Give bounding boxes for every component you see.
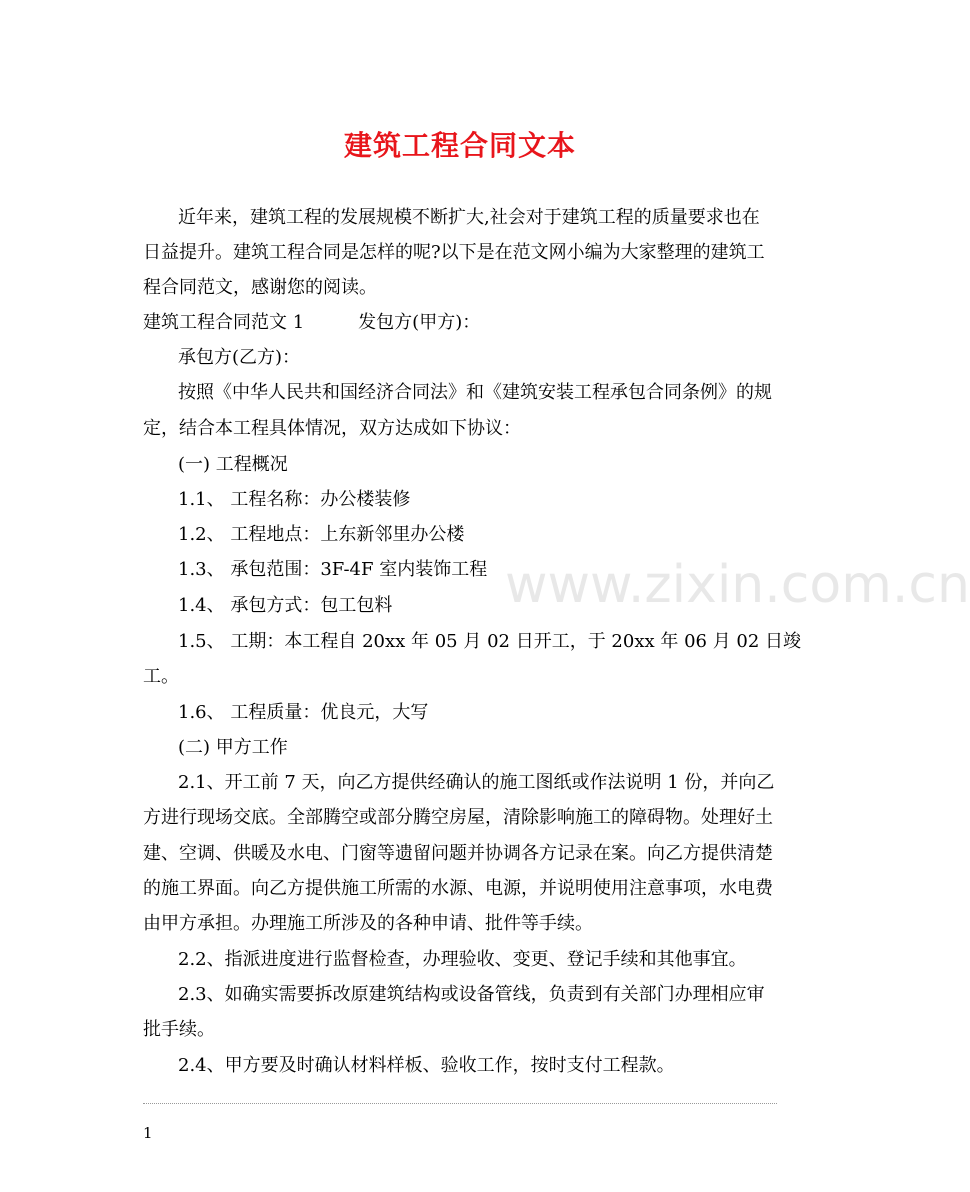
watermark: www.zixin.com.cn [505, 555, 970, 615]
item-1-6: 1.6、 工程质量：优良元，大写 [178, 702, 429, 723]
document-title: 建筑工程合同文本 [343, 129, 576, 162]
intro-line-3: 程合同范文，感谢您的阅读。 [143, 277, 377, 298]
footer-divider [143, 1103, 777, 1104]
sample-heading: 建筑工程合同范文 1 发包方(甲方)： [143, 312, 481, 333]
item-2-4: 2.4、甲方要及时确认材料样板、验收工作，按时支付工程款。 [178, 1055, 675, 1076]
item-1-2: 1.2、 工程地点：上东新邻里办公楼 [178, 524, 465, 545]
item-1-1: 1.1、 工程名称：办公楼装修 [178, 489, 411, 510]
item-1-5-line-2: 工。 [143, 666, 179, 687]
item-2-1-line-1: 2.1、开工前 7 天，向乙方提供经确认的施工图纸或作法说明 1 份，并向乙 [178, 772, 775, 793]
page-number: 1 [143, 1124, 153, 1142]
item-1-4: 1.4、 承包方式：包工包料 [178, 595, 393, 616]
party-b-label: 承包方(乙方)： [178, 347, 301, 368]
item-2-3-line-1: 2.3、如确实需要拆改原建筑结构或设备管线，负责到有关部门办理相应审 [178, 984, 765, 1005]
item-2-1-line-5: 由甲方承担。办理施工所涉及的各种申请、批件等手续。 [143, 913, 593, 934]
section-2-heading: (二) 甲方工作 [178, 737, 288, 758]
item-2-2: 2.2、指派进度进行监督检查，办理验收、变更、登记手续和其他事宜。 [178, 949, 747, 970]
item-2-1-line-2: 方进行现场交底。全部腾空或部分腾空房屋，清除影响施工的障碍物。处理好土 [143, 807, 773, 828]
intro-line-1: 近年来，建筑工程的发展规模不断扩大,社会对于建筑工程的质量要求也在 [178, 207, 760, 228]
intro-line-2: 日益提升。建筑工程合同是怎样的呢?以下是在范文网小编为大家整理的建筑工 [143, 242, 765, 263]
section-1-heading: (一) 工程概况 [178, 454, 288, 475]
item-2-3-line-2: 批手续。 [143, 1019, 215, 1040]
preamble-line-1: 按照《中华人民共和国经济合同法》和《建筑安装工程承包合同条例》的规 [178, 382, 772, 403]
item-2-1-line-3: 建、空调、供暖及水电、门窗等遗留问题并协调各方记录在案。向乙方提供清楚 [143, 843, 773, 864]
preamble-line-2: 定，结合本工程具体情况，双方达成如下协议： [143, 418, 521, 439]
item-2-1-line-4: 的施工界面。向乙方提供施工所需的水源、电源，并说明使用注意事项，水电费 [143, 878, 773, 899]
item-1-3: 1.3、 承包范围：3F-4F 室内装饰工程 [178, 559, 488, 580]
item-1-5-line-1: 1.5、 工期：本工程自 20xx 年 05 月 02 日开工，于 20xx 年 06 月 02 日竣 [178, 631, 802, 652]
